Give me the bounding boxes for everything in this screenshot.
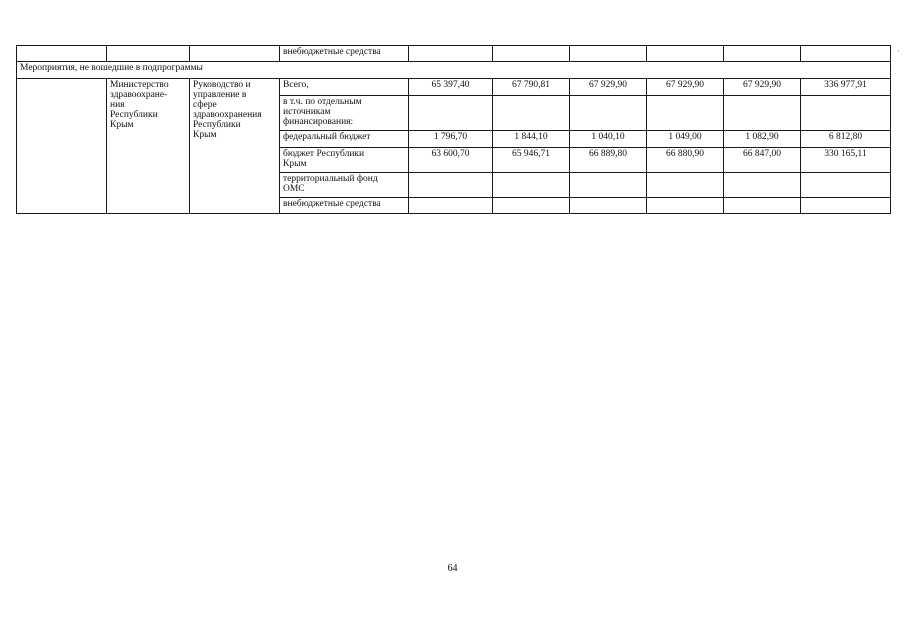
value-cell: [493, 198, 570, 214]
source-label: бюджет Республики Крым: [280, 148, 409, 173]
value-cell: 66 880,90: [647, 148, 724, 173]
value-cell: [801, 198, 891, 214]
empty-cell: [17, 46, 107, 62]
value-cell: 1 040,10: [570, 131, 647, 148]
value-cell: 66 889,80: [570, 148, 647, 173]
source-label: внебюджетные средства: [280, 46, 409, 62]
value-cell: 67 929,90: [570, 79, 647, 96]
value-cell: [724, 96, 801, 131]
value-cell: [801, 46, 891, 62]
scan-mark: ·: [897, 47, 900, 56]
empty-cell: [17, 79, 107, 214]
value-cell: [493, 173, 570, 198]
value-cell: [801, 173, 891, 198]
page-number: 64: [447, 563, 458, 574]
value-cell: [724, 46, 801, 62]
section-header-row: [17, 62, 891, 79]
value-cell: 1 796,70: [409, 131, 493, 148]
empty-cell: [107, 46, 190, 62]
value-cell: [570, 173, 647, 198]
value-cell: [570, 96, 647, 131]
value-cell: [647, 173, 724, 198]
value-cell: [493, 46, 570, 62]
value-cell: 336 977,91: [801, 79, 891, 96]
value-cell: 63 600,70: [409, 148, 493, 173]
source-label: внебюджетные средства: [280, 198, 409, 214]
measure-name: Руководство и управление в сфере здравоохранения Республики Крым: [190, 79, 280, 214]
value-cell: [570, 198, 647, 214]
value-cell: [801, 96, 891, 131]
source-label: федеральный бюджет: [280, 131, 409, 148]
section-title: Мероприятия, не вошедшие в подпрограммы: [17, 62, 891, 79]
value-cell: 65 397,40: [409, 79, 493, 96]
table-row: [17, 46, 891, 62]
value-cell: 67 929,90: [647, 79, 724, 96]
value-cell: [724, 173, 801, 198]
financing-table: [16, 45, 891, 214]
source-label: Всего,: [280, 79, 409, 96]
value-cell: 6 812,80: [801, 131, 891, 148]
value-cell: [493, 96, 570, 131]
value-cell: [647, 46, 724, 62]
value-cell: 65 946,71: [493, 148, 570, 173]
value-cell: 1 049,00: [647, 131, 724, 148]
value-cell: [409, 46, 493, 62]
value-cell: 67 790,81: [493, 79, 570, 96]
value-cell: 330 165,11: [801, 148, 891, 173]
value-cell: [647, 96, 724, 131]
value-cell: [724, 198, 801, 214]
value-cell: [409, 198, 493, 214]
value-cell: 1 082,90: [724, 131, 801, 148]
source-label: территориальный фонд ОМС: [280, 173, 409, 198]
value-cell: [570, 46, 647, 62]
value-cell: 1 844,10: [493, 131, 570, 148]
empty-cell: [190, 46, 280, 62]
value-cell: 67 929,90: [724, 79, 801, 96]
value-cell: [409, 96, 493, 131]
responsible-executor: Министерство здравоохране- ния Республики Крым: [107, 79, 190, 214]
source-label: в т.ч. по отдельным источникам финансирования:: [280, 96, 409, 131]
table-row: [17, 79, 891, 96]
value-cell: 66 847,00: [724, 148, 801, 173]
value-cell: [647, 198, 724, 214]
value-cell: [409, 173, 493, 198]
